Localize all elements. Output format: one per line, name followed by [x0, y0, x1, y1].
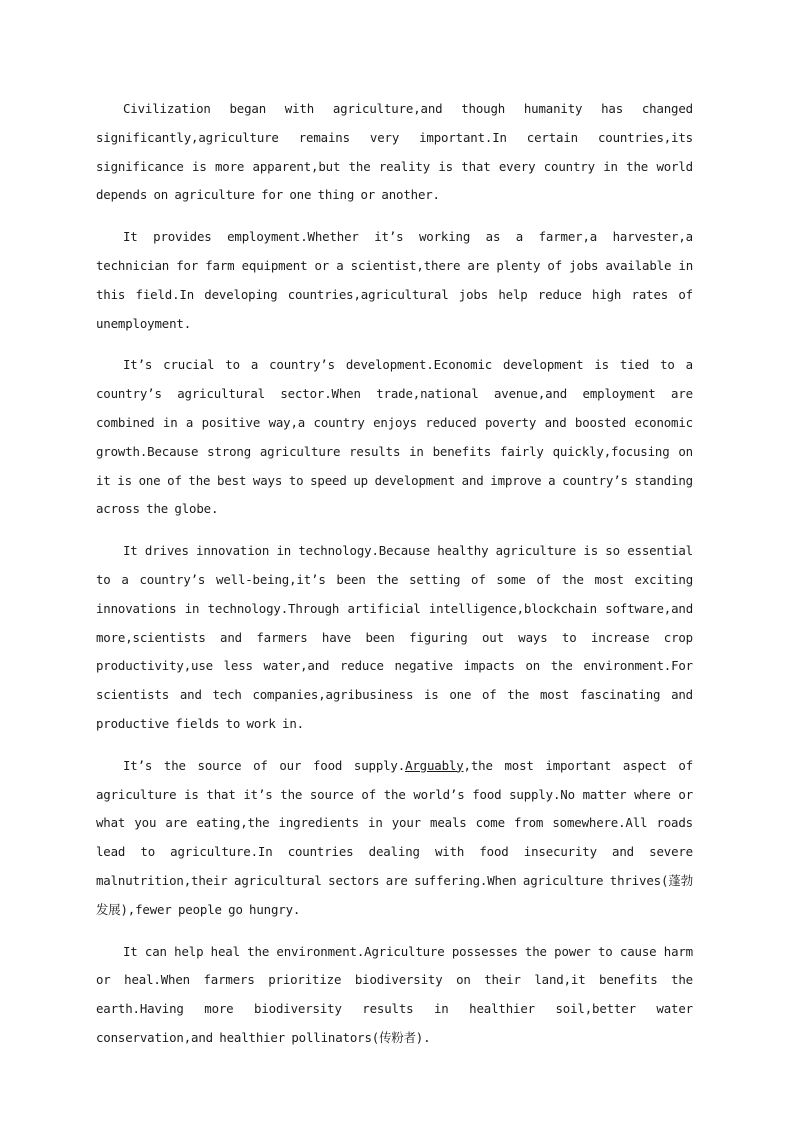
paragraph-intro: Civilization began with agriculture,and though humanity has changed significantly,agriculture remains very important.In certain countries,its significance is more apparent,but the reality is that every country in the world depends on agriculture for one thing or another. — [96, 101, 693, 203]
paragraph-food-supply — [96, 752, 693, 925]
underlined-word-arguably: Arguably — [405, 757, 464, 773]
paragraph-development: It’s crucial to a country’s development.Economic development is tied to a country’s agricultural sector.When trade,national avenue,and employment are combined in a positive way,a country enjoys reduced poverty and boosted economic growth.Because strong agriculture results in benefits fairly quickly,focusing on it is one of the best ways to speed up development and improve a country’s standing across the globe. — [96, 357, 693, 517]
paragraph-innovation: It drives innovation in technology.Because healthy agriculture is so essential to a country’s well-being,it’s been the setting of some of the most exciting innovations in technology.Through artificial intelligence,blockchain software,and more,scientists and farmers have been figuring out ways to increase crop productivity,use less water,and reduce negative impacts on the environment.For scientists and tech companies,agribusiness is one of the most fascinating and productive fields to work in. — [96, 543, 693, 731]
paragraph-food-supply-lead: It’s the source of our food supply. — [123, 757, 406, 773]
document-page — [96, 95, 693, 1066]
paragraph-food-supply-rest: ,the most important aspect of agriculture is that it’s the source of the world’s food supply.No matter where or what you are eating,the ingredients in your meals come from somewhere.All roads lead to agriculture.In countries dealing with food insecurity and severe malnutrition,their agricultural sectors are suffering.When agriculture thrives(蓬勃发展),fewer people go hungry. — [96, 757, 694, 917]
paragraph-environment: It can help heal the environment.Agriculture possesses the power to cause harm or heal.When farmers prioritize biodiversity on their land,it benefits the earth.Having more biodiversity results in healthier soil,better water conservation,and healthier pollinators(传粉者). — [96, 943, 693, 1045]
paragraph-employment: It provides employment.Whether it’s working as a farmer,a harvester,a technician for farm equipment or a scientist,there are plenty of jobs available in this field.In developing countries,agricultural jobs help reduce high rates of unemployment. — [96, 229, 693, 331]
